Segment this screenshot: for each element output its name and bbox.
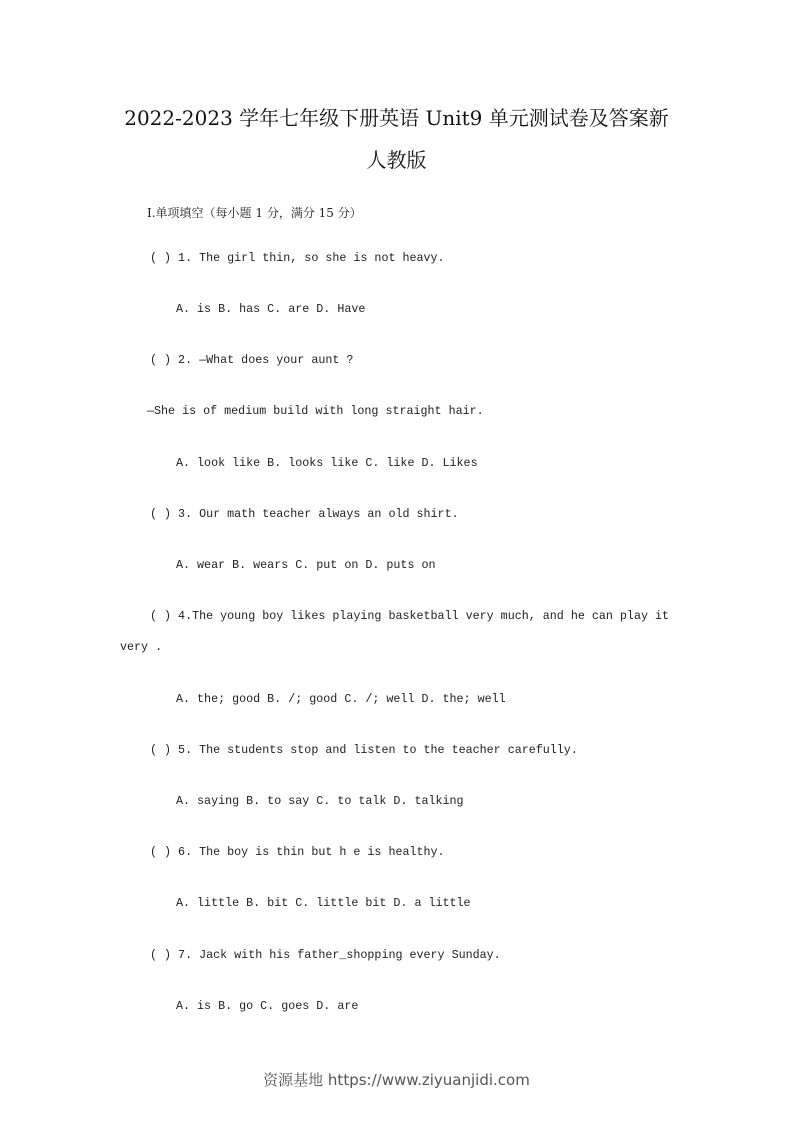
footer-watermark: 资源基地 https://www.ziyuanjidi.com bbox=[263, 1071, 530, 1089]
question-7: ( ) 7. Jack with his father_shopping every Sunday. bbox=[150, 948, 501, 962]
section-heading: I.单项填空（每小题 1 分，满分 15 分） bbox=[147, 206, 362, 220]
document-title-continued: 人教版 bbox=[366, 148, 427, 172]
question-6-options: A. little B. bit C. little bit D. a little bbox=[176, 896, 471, 910]
question-5: ( ) 5. The students stop and listen to the teacher carefully. bbox=[150, 743, 578, 757]
question-4: ( ) 4.The young boy likes playing basketball very much, and he can play it bbox=[150, 609, 670, 623]
document-title: 2022-2023 学年七年级下册英语 Unit9 单元测试卷及答案新 bbox=[124, 106, 669, 130]
question-7-options: A. is B. go C. goes D. are bbox=[176, 999, 359, 1013]
question-2-options: A. look like B. looks like C. like D. Likes bbox=[176, 456, 478, 470]
question-6: ( ) 6. The boy is thin but h e is healthy. bbox=[150, 845, 445, 859]
question-1-options: A. is B. has C. are D. Have bbox=[176, 302, 366, 316]
question-2: ( ) 2. —What does your aunt ? bbox=[150, 353, 354, 367]
question-3: ( ) 3. Our math teacher always an old shirt. bbox=[150, 507, 459, 521]
question-2-response: —She is of medium build with long straight hair. bbox=[147, 404, 484, 418]
question-1: ( ) 1. The girl thin, so she is not heavy. bbox=[150, 251, 445, 265]
question-4-continued: very . bbox=[120, 640, 163, 654]
question-3-options: A. wear B. wears C. put on D. puts on bbox=[176, 558, 436, 572]
question-5-options: A. saying B. to say C. to talk D. talking bbox=[176, 794, 464, 808]
question-4-options: A. the; good B. /; good C. /; well D. the; well bbox=[176, 692, 506, 706]
